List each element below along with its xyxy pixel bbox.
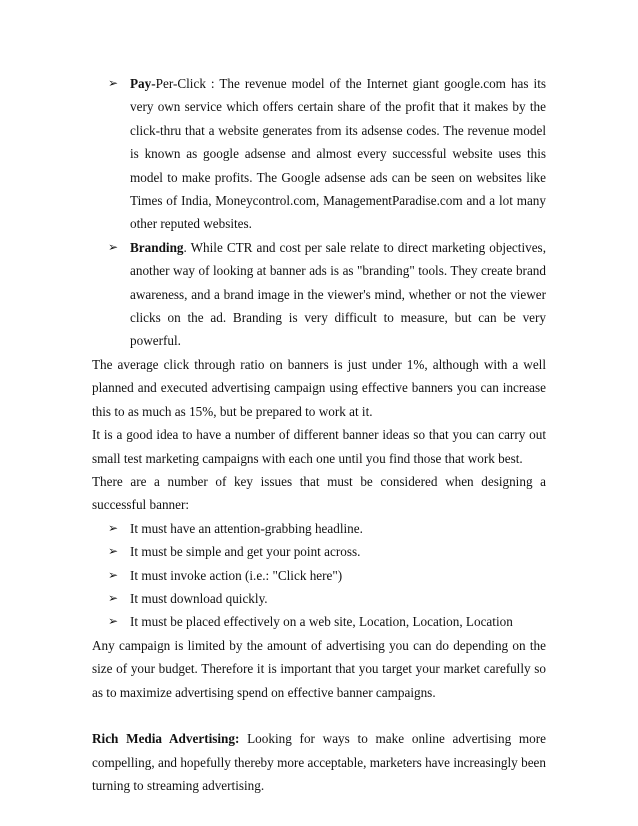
arrow-bullet-icon: ➢ xyxy=(108,239,119,254)
list-item xyxy=(92,540,546,563)
key-issues-list xyxy=(92,517,546,634)
document-body xyxy=(92,72,546,798)
bullet-text: Per-Click : The revenue model of the Internet giant google.com has its very own service which offers certain share of the profit that it makes by the click-thru that a website generates from its adsense codes. The revenue model is known as google adsense and almost every successful website uses this model to make profits. The Google adsense ads can be seen on websites like Times of India, Moneycontrol.com, ManagementParadise.com and a lot many other reputed websites. xyxy=(130,76,546,232)
list-item-text: It must be simple and get your point across. xyxy=(130,544,361,560)
list-item-text: It must be placed effectively on a web site, Location, Location, Location xyxy=(130,614,513,630)
bullet-bold-term: Pay- xyxy=(130,76,156,91)
paragraph-banner-ideas: It is a good idea to have a number of different banner ideas so that you can carry out small test marketing campaigns with each one until you find those that work best. xyxy=(92,427,546,466)
arrow-bullet-icon: ➢ xyxy=(108,567,119,582)
paragraph-key-issues-intro: There are a number of key issues that must be considered when designing a successful banner: xyxy=(92,473,546,513)
paragraph-campaign-budget: Any campaign is limited by the amount of advertising you can do depending on the size of your budget. Therefore it is important that you target your market carefully so as to maximize advertising spend on effective banner campaigns. xyxy=(92,637,546,700)
list-item xyxy=(92,564,546,587)
list-item-text: It must download quickly. xyxy=(130,590,268,606)
list-item-text: It must invoke action (i.e.: "Click here") xyxy=(130,567,343,583)
arrow-bullet-icon: ➢ xyxy=(108,614,119,629)
rich-media-heading: Rich Media Advertising: xyxy=(92,731,240,747)
list-item-text: It must have an attention-grabbing headline. xyxy=(130,520,363,536)
bullet-text: . While CTR and cost per sale relate to direct marketing objectives, another way of looking at banner ads is as "branding" tools. They create brand awareness, and a brand image in the viewer's mind, whether or not the viewer clicks on the ad. Branding is very difficult to measure, but can be very powerful. xyxy=(130,239,546,349)
arrow-bullet-icon: ➢ xyxy=(108,76,119,90)
bullet-pay-per-click xyxy=(92,72,546,236)
list-item xyxy=(92,610,546,633)
list-item xyxy=(92,587,546,610)
rich-media-text: Looking for ways to make online advertising more compelling, and hopefully thereby more acceptable, marketers have increasingly been turning to streaming advertising. xyxy=(92,731,547,794)
bullet-bold-term: Branding xyxy=(130,239,184,255)
arrow-bullet-icon: ➢ xyxy=(108,590,119,605)
paragraph-click-through-ratio: The average click through ratio on banners is just under 1%, although with a well planned and executed advertising campaign using effective banners you can increase this to as much as 15%, but be prepared to work at it. xyxy=(92,356,546,419)
arrow-bullet-icon: ➢ xyxy=(108,520,119,535)
paragraph-rich-media xyxy=(92,727,546,797)
list-item xyxy=(92,517,546,540)
paragraph-spacer xyxy=(92,704,546,727)
bullet-branding xyxy=(92,236,546,353)
arrow-bullet-icon: ➢ xyxy=(108,544,119,559)
